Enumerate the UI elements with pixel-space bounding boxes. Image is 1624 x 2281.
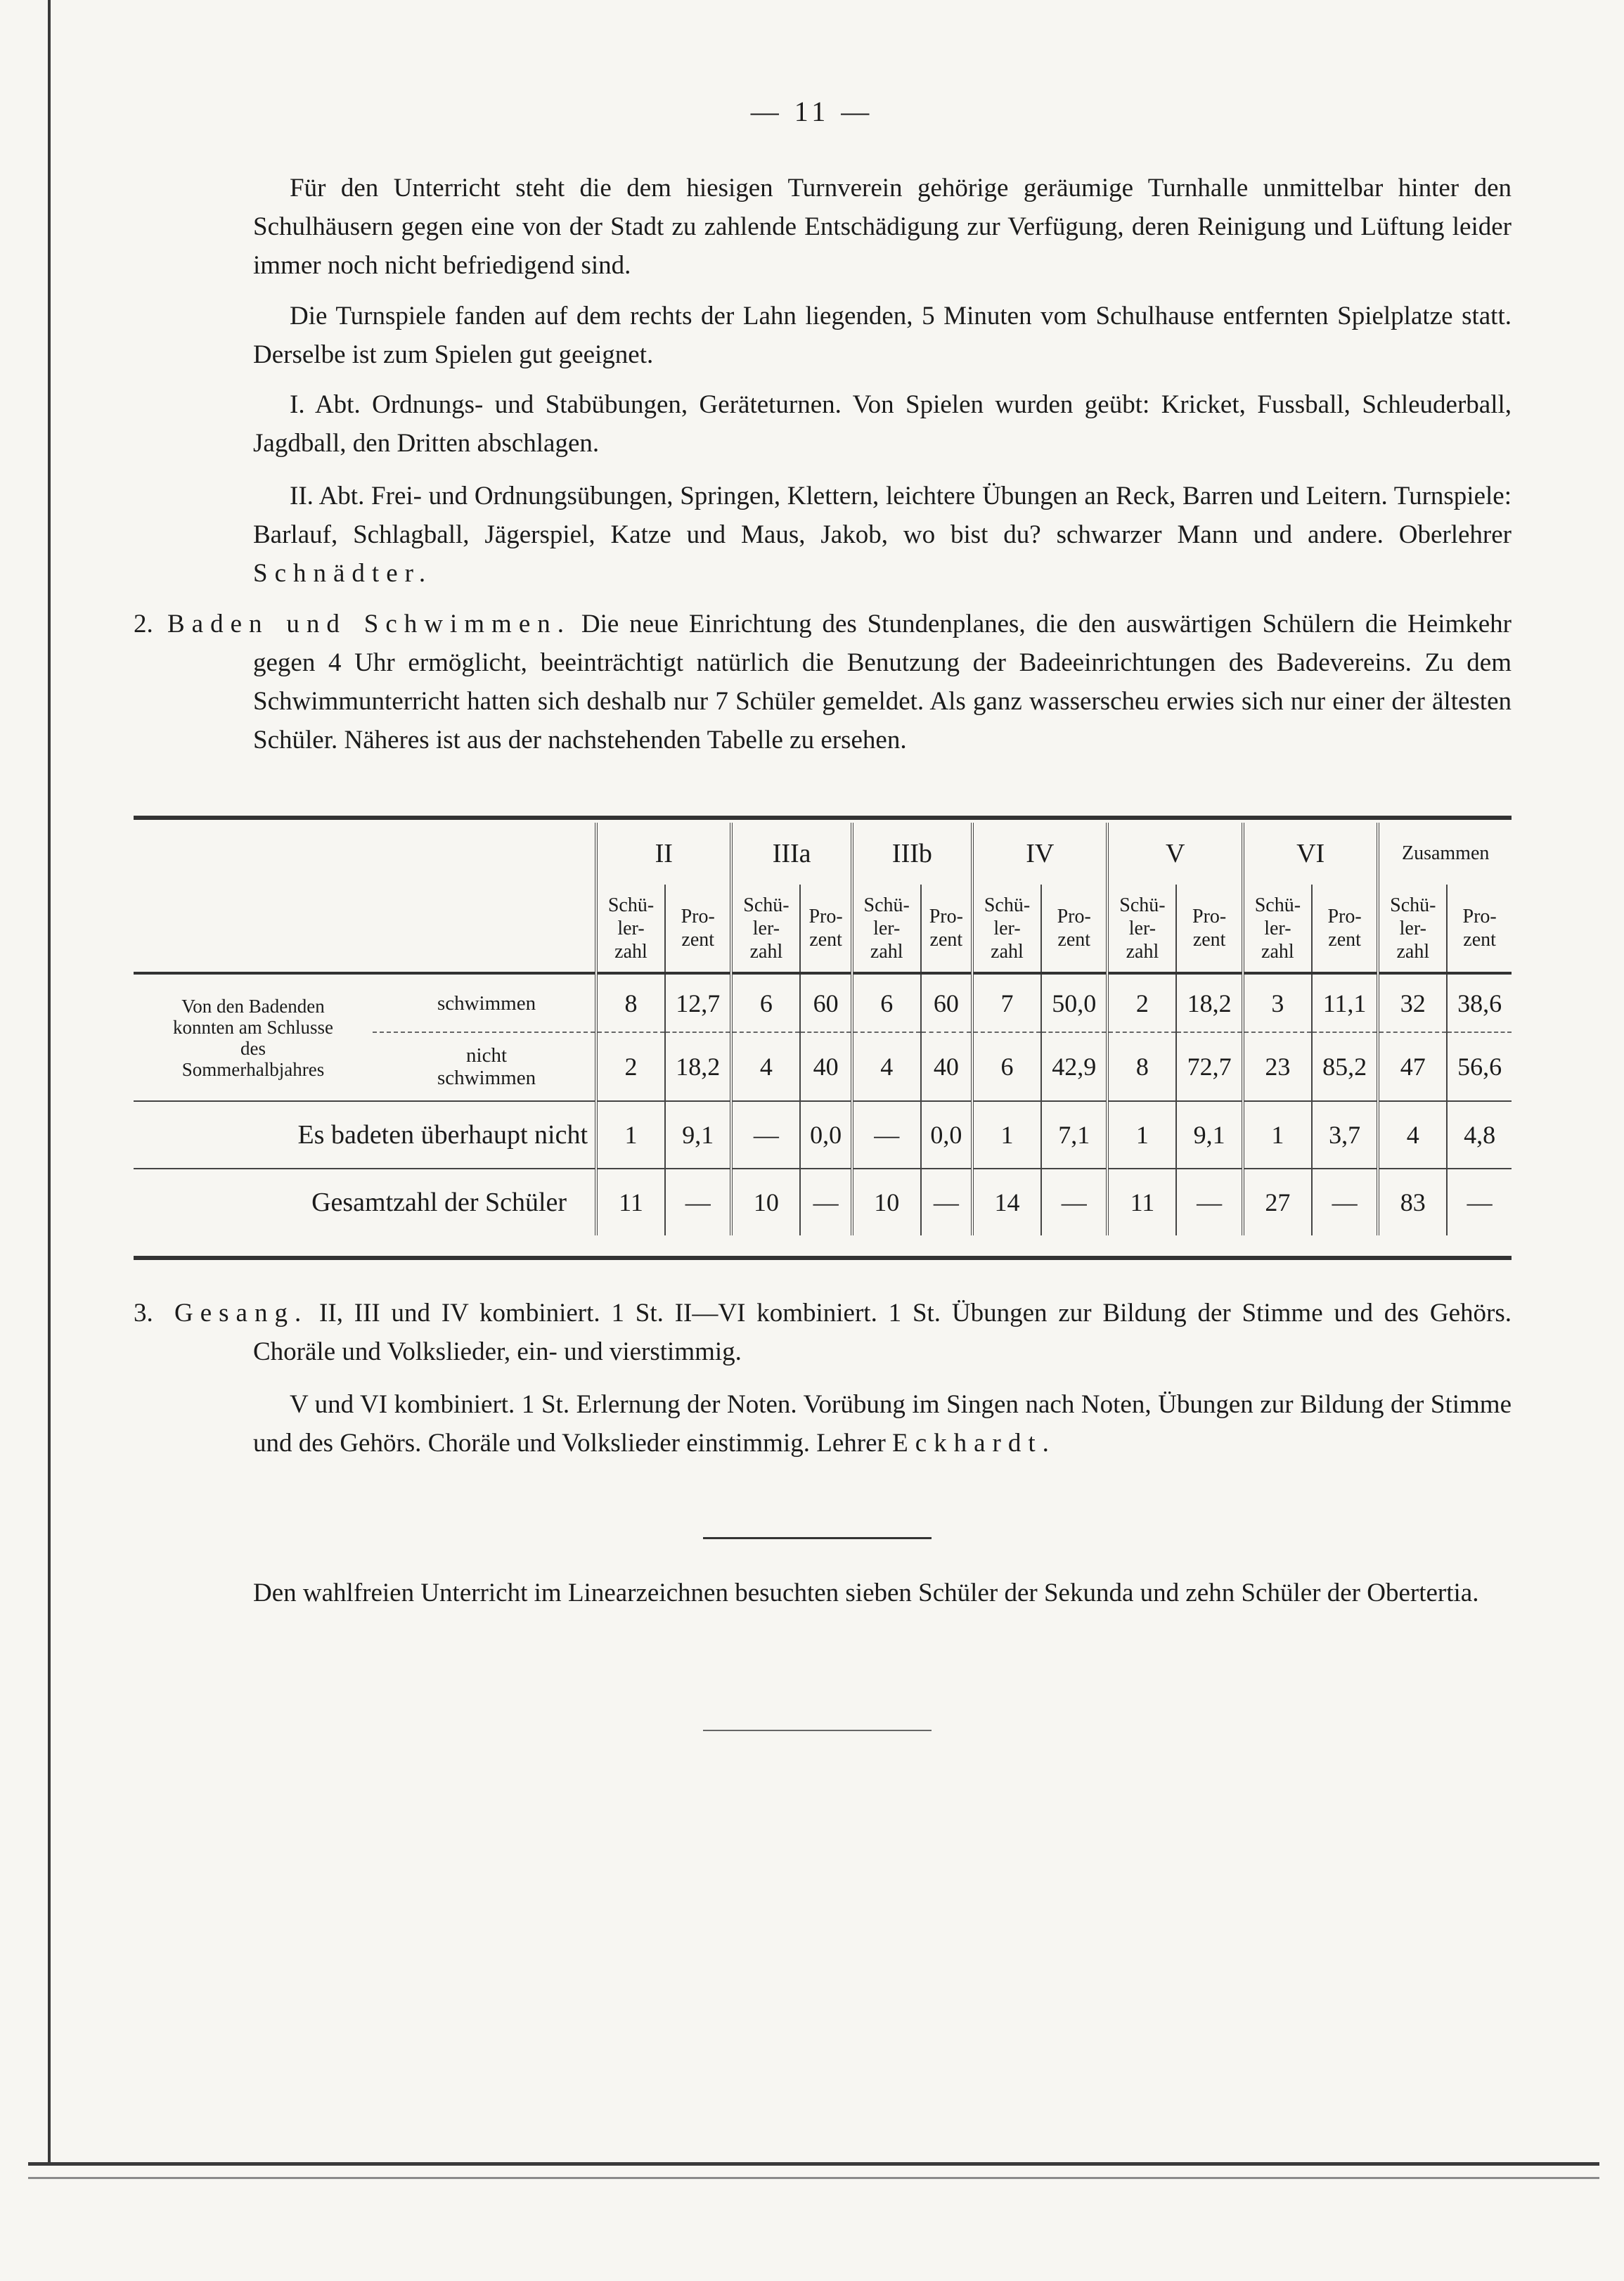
cell-r4-c10: —	[1176, 1169, 1243, 1235]
paragraph-linearzeichnen-text: Den wahlfreien Unterricht im Linearzeichnen besuchten sieben Schüler der Sekunda und zehn Schüler der Obertertia.	[253, 1579, 1479, 1607]
paragraph-baden	[134, 605, 1512, 759]
paragraph-linearzeichnen	[134, 1574, 1512, 1612]
table-row-schwimmen	[134, 973, 1512, 1032]
cell-r4-c9: 11	[1107, 1169, 1176, 1235]
sub-schuelerzahl-iiia: Schü- ler- zahl	[731, 885, 800, 973]
paragraph-turnspiele	[253, 297, 1512, 374]
cell-r1-c8: 50,0	[1041, 973, 1108, 1032]
cell-r2-c8: 42,9	[1041, 1032, 1108, 1101]
paragraph-v-vi	[253, 1385, 1512, 1463]
cell-r2-c3: 4	[731, 1032, 800, 1101]
table-rule-top	[134, 816, 1512, 820]
table-header-groups	[134, 823, 1512, 885]
cell-r2-c9: 8	[1107, 1032, 1176, 1101]
cell-r2-c14: 56,6	[1447, 1032, 1512, 1101]
table-row-badeten-nicht	[134, 1101, 1512, 1169]
page-number: — 11 —	[750, 96, 874, 127]
cell-r3-c7: 1	[972, 1101, 1041, 1169]
section-number-2: 2.	[134, 610, 153, 638]
v-vi-body: V und VI kombiniert. 1 St. Erlernung der Noten. Vorübung im Singen nach Noten, Übungen zur Bildung der Stimme und des Gehörs. Choräle und Volkslieder einstimmig. Lehrer	[253, 1390, 1512, 1458]
sub-prozent-iiia: Pro- zent	[800, 885, 851, 973]
table-row-gesamtzahl	[134, 1169, 1512, 1235]
cell-r4-c8: —	[1041, 1169, 1108, 1235]
header-group-zusammen: Zusammen	[1378, 823, 1512, 885]
cell-r1-c11: 3	[1243, 973, 1312, 1032]
section-heading-baden: Baden und Schwimmen.	[167, 610, 572, 638]
cell-r2-c4: 40	[800, 1032, 851, 1101]
sub-prozent-iv: Pro- zent	[1041, 885, 1108, 973]
cell-r2-c11: 23	[1243, 1032, 1312, 1101]
cell-r4-c1: 11	[596, 1169, 665, 1235]
cell-r2-c7: 6	[972, 1032, 1041, 1101]
cell-r3-c3: —	[731, 1101, 800, 1169]
cell-r4-c14: —	[1447, 1169, 1512, 1235]
table-rule-bottom	[134, 1256, 1512, 1260]
cell-r2-c2: 18,2	[665, 1032, 732, 1101]
cell-r3-c10: 9,1	[1176, 1101, 1243, 1169]
cell-r2-c1: 2	[596, 1032, 665, 1101]
paragraph-gesang	[134, 1294, 1512, 1371]
cell-r1-c9: 2	[1107, 973, 1176, 1032]
paragraph-abt-1-text: I. Abt. Ordnungs- und Stabübungen, Gerätеturnen. Von Spielen wurden geübt: Kricket, Fussball, Schleuderball, Jagdball, den Dritten abschlagen.	[253, 390, 1512, 458]
header-blank	[134, 823, 596, 973]
row-label-badenden: Von den Badenden konnten am Schlusse des Sommerhalbjahres	[134, 973, 373, 1101]
cell-r1-c14: 38,6	[1447, 973, 1512, 1032]
paragraph-abt-2	[253, 477, 1512, 593]
row-label-schwimmen: schwimmen	[373, 973, 596, 1032]
cell-r3-c8: 7,1	[1041, 1101, 1108, 1169]
sub-prozent-v: Pro- zent	[1176, 885, 1243, 973]
cell-r4-c7: 14	[972, 1169, 1041, 1235]
sub-schuelerzahl-iiib: Schü- ler- zahl	[852, 885, 921, 973]
cell-r3-c1: 1	[596, 1101, 665, 1169]
paragraph-baden-text: Die neue Einrichtung des Stundenplanes, die den auswärtigen Schülern die Heimkehr gegen 4 Uhr ermöglicht, beeinträchtigt natürlich die Benutzung der Badeeinrichtungen des Badevereins. Zu dem Schwimmunterricht hatten sich deshalb nur 7 Schüler gemeldet. Als ganz wasserscheu erwies sich nur einer der ältesten Schüler. Näheres ist aus der nachstehenden Tabelle zu ersehen.	[253, 610, 1512, 754]
section-divider	[703, 1537, 932, 1539]
sub-prozent-ii: Pro- zent	[665, 885, 732, 973]
cell-r3-c5: —	[852, 1101, 921, 1169]
header-group-ii: II	[596, 823, 731, 885]
paragraph-abt-1	[253, 385, 1512, 463]
cell-r4-c3: 10	[731, 1169, 800, 1235]
row-label-gesamtzahl: Gesamtzahl der Schüler	[134, 1169, 596, 1235]
cell-r1-c10: 18,2	[1176, 973, 1243, 1032]
sub-schuelerzahl-vi: Schü- ler- zahl	[1243, 885, 1312, 973]
cell-r3-c12: 3,7	[1312, 1101, 1379, 1169]
cell-r4-c5: 10	[852, 1169, 921, 1235]
header-group-vi: VI	[1243, 823, 1378, 885]
cell-r4-c4: —	[800, 1169, 851, 1235]
header-group-iiib: IIIb	[852, 823, 972, 885]
cell-r3-c13: 4	[1378, 1101, 1447, 1169]
cell-r4-c11: 27	[1243, 1169, 1312, 1235]
closing-divider	[703, 1730, 932, 1731]
cell-r4-c12: —	[1312, 1169, 1379, 1235]
swimming-statistics-table	[134, 823, 1512, 1235]
paragraph-abt-2-text	[253, 477, 1512, 593]
cell-r1-c13: 32	[1378, 973, 1447, 1032]
header-group-iiia: IIIa	[731, 823, 851, 885]
sub-schuelerzahl-zusammen: Schü- ler- zahl	[1378, 885, 1447, 973]
paragraph-gesang-text: II, III und IV kombiniert. 1 St. II—VI kombiniert. 1 St. Übungen zur Bildung der Stimme und des Gehörs. Choräle und Volkslieder, ein- und vierstimmig.	[253, 1299, 1512, 1366]
abt-2-body: II. Abt. Frei- und Ordnungsübungen, Springen, Klettern, leichtere Übungen an Reck, Barren und Leitern. Turnspiele: Barlauf, Schlagball, Jägerspiel, Katze und Maus, Jakob, wo bist du? schwarzer Mann und andere. Oberlehrer	[253, 482, 1512, 549]
sub-prozent-zusammen: Pro- zent	[1447, 885, 1512, 973]
row-label-badeten-nicht: Es badeten überhaupt nicht	[134, 1101, 596, 1169]
paragraph-turnhalle	[253, 169, 1512, 285]
paragraph-baden-body	[167, 605, 1512, 759]
cell-r2-c13: 47	[1378, 1032, 1447, 1101]
teacher-name-schnaedter: Schnädter.	[253, 559, 433, 588]
teacher-name-eckhardt: Eckhardt.	[892, 1429, 1056, 1458]
cell-r3-c4: 0,0	[800, 1101, 851, 1169]
cell-r1-c3: 6	[731, 973, 800, 1032]
cell-r4-c6: —	[921, 1169, 972, 1235]
cell-r3-c2: 9,1	[665, 1101, 732, 1169]
cell-r4-c2: —	[665, 1169, 732, 1235]
section-heading-gesang: Gesang.	[174, 1299, 309, 1328]
cell-r2-c6: 40	[921, 1032, 972, 1101]
paragraph-gesang-body	[174, 1294, 1512, 1371]
header-group-v: V	[1107, 823, 1242, 885]
cell-r1-c12: 11,1	[1312, 973, 1379, 1032]
sub-schuelerzahl-ii: Schü- ler- zahl	[596, 885, 665, 973]
cell-r2-c5: 4	[852, 1032, 921, 1101]
paragraph-v-vi-text	[253, 1385, 1512, 1463]
sub-schuelerzahl-v: Schü- ler- zahl	[1107, 885, 1176, 973]
cell-r3-c9: 1	[1107, 1101, 1176, 1169]
cell-r1-c1: 8	[596, 973, 665, 1032]
cell-r1-c7: 7	[972, 973, 1041, 1032]
row-label-nicht-schwimmen: nicht schwimmen	[373, 1032, 596, 1101]
cell-r3-c6: 0,0	[921, 1101, 972, 1169]
paragraph-turnspiele-text: Die Turnspiele fanden auf dem rechts der Lahn liegenden, 5 Minuten vom Schulhause entfernten Spielplatze statt. Derselbe ist zum Spielen gut geeignet.	[253, 302, 1512, 369]
cell-r3-c11: 1	[1243, 1101, 1312, 1169]
header-group-iv: IV	[972, 823, 1107, 885]
cell-r4-c13: 83	[1378, 1169, 1447, 1235]
cell-r1-c4: 60	[800, 973, 851, 1032]
cell-r1-c5: 6	[852, 973, 921, 1032]
sub-schuelerzahl-iv: Schü- ler- zahl	[972, 885, 1041, 973]
cell-r1-c6: 60	[921, 973, 972, 1032]
paragraph-turnhalle-text: Für den Unterricht steht die dem hiesigen Turnverein gehörige geräumige Turnhalle unmittelbar hinter den Schulhäusern gegen eine von der Stadt zu zahlende Entschädigung zur Verfügung, deren Reinigung und Lüftung leider immer noch nicht befriedigend sind.	[253, 174, 1512, 280]
cell-r1-c2: 12,7	[665, 973, 732, 1032]
sub-prozent-vi: Pro- zent	[1312, 885, 1379, 973]
cell-r2-c10: 72,7	[1176, 1032, 1243, 1101]
sub-prozent-iiib: Pro- zent	[921, 885, 972, 973]
section-number-3: 3.	[134, 1299, 153, 1328]
cell-r3-c14: 4,8	[1447, 1101, 1512, 1169]
cell-r2-c12: 85,2	[1312, 1032, 1379, 1101]
